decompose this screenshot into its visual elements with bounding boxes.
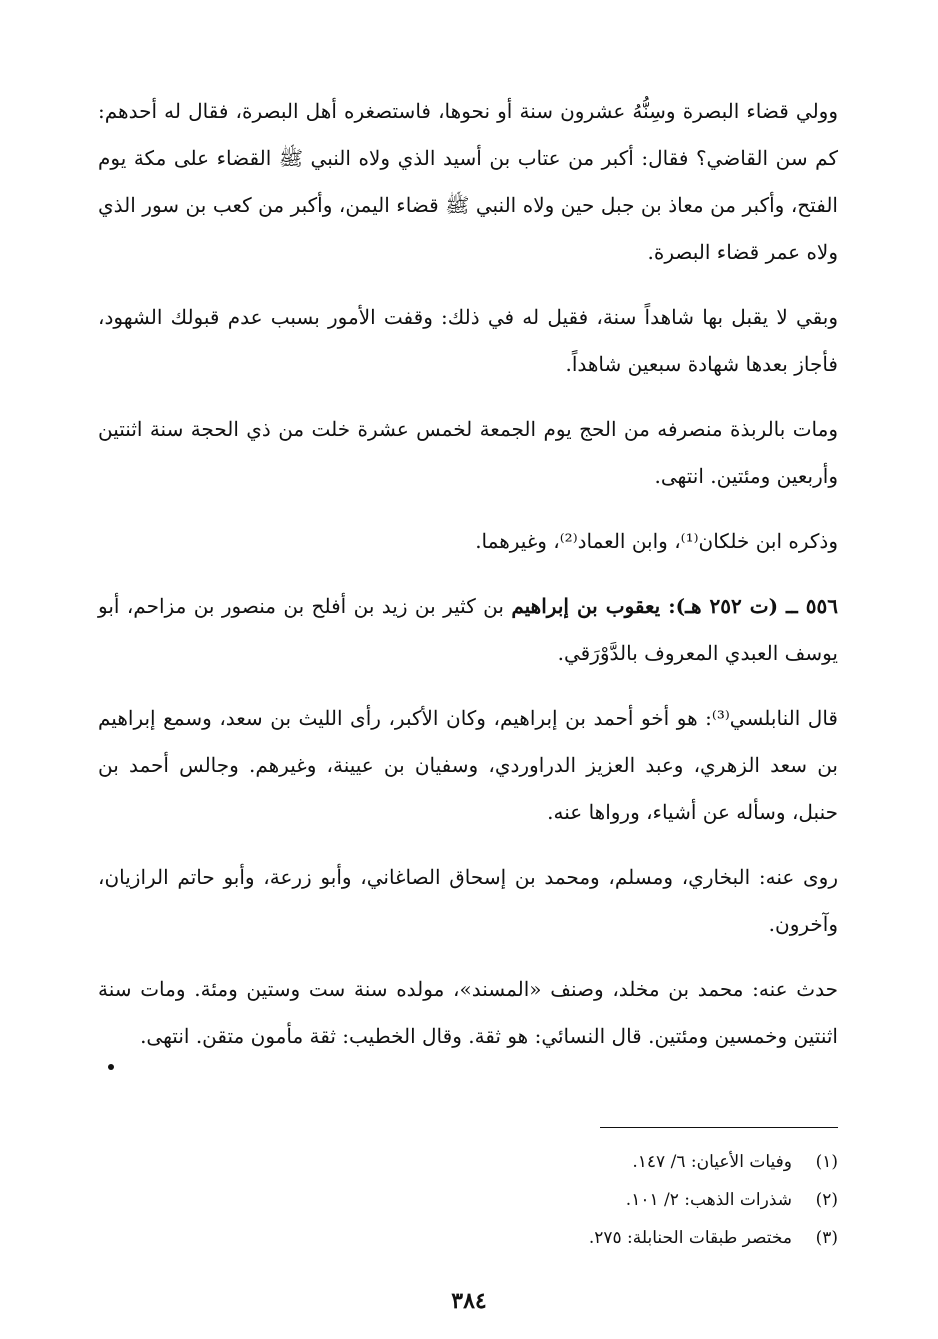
entry-text: بن كثير بن زيد بن أفلح بن منصور بن مزاحم، أبو يوسف العبدي المعروف بالدَّوْرَقي.: [98, 594, 838, 665]
footnote: [338, 1143, 838, 1181]
footnote-number: (٣): [815, 1228, 838, 1248]
paragraph: حدث عنه: محمد بن مخلد، وصنف «المسند»، مولده سنة ست وستين ومئة. ومات سنة اثنتين وخمسين ومئتين. قال النسائي: هو ثقة. وقال الخطيب: ثقة مأمون متقن. انتهى.: [98, 977, 838, 1048]
footnote-number: (٢): [815, 1190, 838, 1210]
paragraph: وبقي لا يقبل بها شاهداً سنة، فقيل له في ذلك: وقفت الأمور بسبب عدم قبولك الشهود، فأجاز بعدها شهادة سبعين شاهداً.: [98, 305, 838, 376]
paragraph: روى عنه: البخاري، ومسلم، ومحمد بن إسحاق الصاغاني، وأبو زرعة، وأبو حاتم الرازيان، وآخرون.: [98, 865, 838, 936]
ink-dot: [108, 1064, 114, 1070]
paragraph: وولي قضاء البصرة وسِنُّهُ عشرون سنة أو نحوها، فاستصغره أهل البصرة، فقال له أحدهم: كم سن القاضي؟ فقال: أكبر من عتاب بن أسيد الذي ولاه النبي ﷺ القضاء على مكة يوم الفتح، وأكبر من معاذ بن جبل حين ولاه النبي ﷺ قضاء اليمن، وأكبر من كعب بن سور الذي ولاه عمر قضاء البصرة.: [98, 99, 838, 264]
footnote: [338, 1181, 838, 1219]
paragraph: قال النابلسي⁽³⁾: هو أخو أحمد بن إبراهيم، وكان الأكبر، رأى الليث بن سعد، وسمع إبراهيم بن سعد الزهري، وعبد العزيز الدراوردي، وسفيان بن عيينة، وغيرهم. وجالس أحمد بن حنبل، وسأله عن أشياء، ورواها عنه.: [98, 706, 838, 824]
footnote-number: (١): [815, 1152, 838, 1172]
biography-entry: [98, 583, 838, 677]
entry-heading: ٥٥٦ ــ (ت ٢٥٢ هـ): يعقوب بن إبراهيم: [511, 594, 838, 618]
footnotes: [338, 1143, 838, 1257]
paragraph: ومات بالربذة منصرفه من الحج يوم الجمعة لخمس عشرة خلت من ذي الحجة سنة اثنتين وأربعين ومئتين. انتهى.: [98, 417, 838, 488]
paragraph: وذكره ابن خلكان⁽¹⁾، وابن العماد⁽²⁾، وغيرهما.: [475, 529, 838, 553]
footnote-text: شذرات الذهب: ٢/ ١٠١.: [625, 1190, 792, 1210]
footnote: [338, 1219, 838, 1257]
footnote-text: وفيات الأعيان: ٦/ ١٤٧.: [632, 1152, 792, 1172]
footnote-text: مختصر طبقات الحنابلة: ٢٧٥.: [588, 1228, 792, 1248]
page-number: ٣٨٤: [451, 1288, 487, 1314]
main-text: [98, 88, 838, 1060]
footnote-separator: [600, 1127, 838, 1128]
